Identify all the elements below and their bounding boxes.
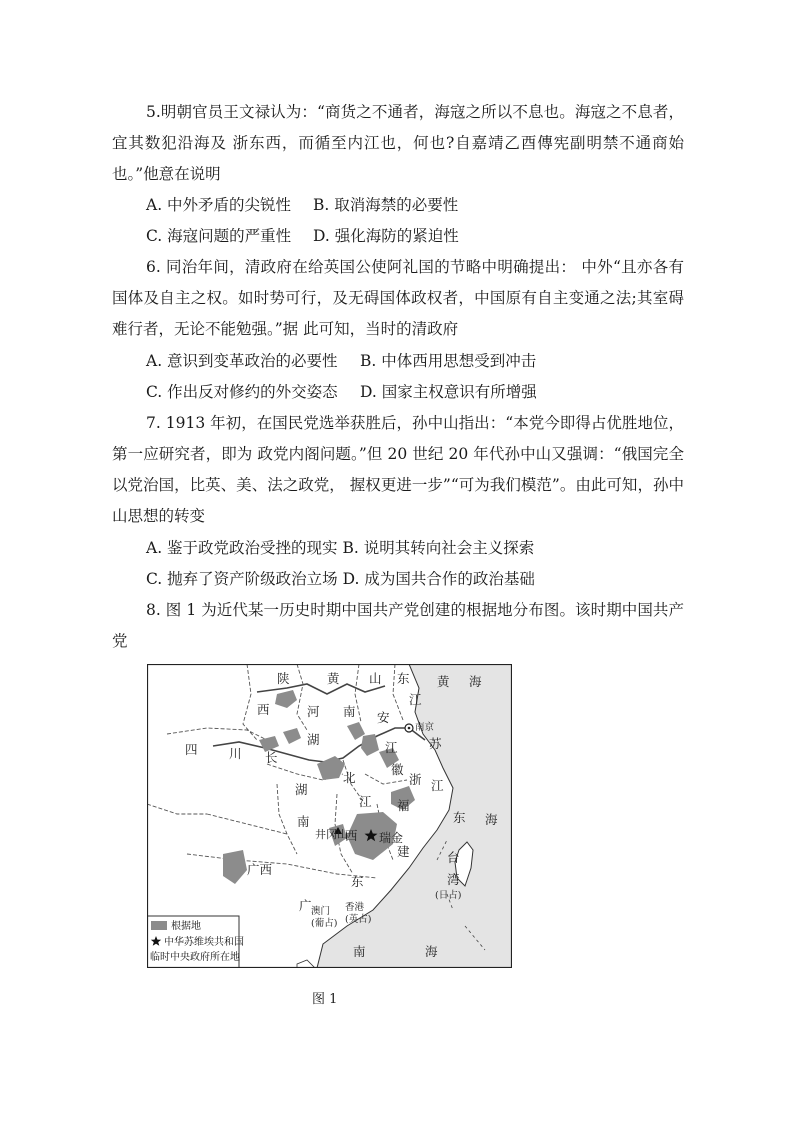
- label-anhui-hui: 徽: [391, 762, 404, 777]
- label-taiwan-wan: 湾: [447, 872, 460, 887]
- label-taiwan-note: (日占): [435, 890, 462, 901]
- label-donghai-hai: 海: [485, 812, 498, 827]
- q5-option-d[interactable]: D. 强化海防的紧迫性: [313, 227, 459, 245]
- label-xianggang: 香港: [345, 902, 365, 913]
- label-hunan-nan: 南: [297, 814, 310, 829]
- label-henan-nan: 南: [343, 704, 356, 719]
- label-jiang-anhui: 江: [385, 740, 398, 755]
- label-sichuan-chuan: 川: [229, 746, 242, 761]
- label-huanghai-hai: 海: [469, 674, 482, 689]
- label-hunan-hu: 湖: [295, 782, 308, 797]
- label-guangdong-dong: 东: [351, 874, 364, 889]
- q6-option-a[interactable]: A. 意识到变革政治的必要性: [146, 352, 338, 370]
- label-su: 苏: [429, 736, 442, 751]
- label-henan-he: 河: [307, 704, 320, 719]
- map-legend: [147, 916, 244, 968]
- q6-option-c[interactable]: C. 作出反对修约的外交姿态: [146, 383, 338, 401]
- label-donghai-dong: 东: [453, 810, 466, 825]
- label-jiang-top: 江: [409, 692, 422, 707]
- q6-option-b[interactable]: B. 中体西用思想受到冲击: [360, 352, 537, 370]
- label-shandong-dong: 东: [397, 671, 410, 686]
- question-7-options-ab[interactable]: A. 鉴于政党政治受挫的现实 B. 说明其转向社会主义探索: [146, 539, 535, 557]
- label-sichuan-si: 四: [185, 742, 198, 757]
- legend-capital-line2: 临时中央政府所在地: [150, 952, 240, 963]
- label-hubei-bei: 北: [343, 770, 356, 785]
- label-zhejiang-zhe: 浙: [409, 772, 422, 787]
- label-aomen: 澳门: [311, 906, 331, 917]
- question-6-options-ab: [146, 346, 536, 377]
- question-8-stem: 8. 图 1 为近代某一历史时期中国共产党创建的根据地分布图。该时期中国共产党: [112, 601, 684, 650]
- legend-base-label: 根据地: [171, 921, 201, 932]
- question-6-options-cd: [146, 377, 537, 408]
- label-nanhai-hai: 海: [425, 944, 438, 959]
- label-xi-top: 西: [257, 702, 270, 717]
- question-5-options-cd: [146, 221, 459, 252]
- legend-base-swatch: [151, 921, 167, 930]
- label-jiangxi-jiang: 江: [359, 794, 372, 809]
- label-shandong-shan: 山: [369, 671, 382, 686]
- label-ruijin: 瑞金: [379, 831, 404, 845]
- label-huanghai-huang: 黄: [437, 674, 450, 689]
- label-huang: 黄: [327, 671, 340, 686]
- question-5-options-ab: [146, 190, 458, 221]
- question-7-stem: 7. 1913 年初，在国民党选举获胜后，孙中山指出：“本党今即得占优胜地位，第一应研究者，即为 政党内阁问题。”但 20 世纪 20 年代孙中山又强调：“俄国完全以党治国，比英、美、法之政党， 握权更进一步”“可为我们模范”。由此可知，孙中山思想的转变: [112, 414, 684, 525]
- label-nanhai-nan: 南: [353, 944, 366, 959]
- figure-caption: 图 1: [312, 992, 338, 1007]
- label-hubei-hu: 湖: [307, 732, 320, 747]
- label-anhui-an: 安: [377, 710, 390, 725]
- label-fujian-jian: 建: [397, 844, 410, 859]
- label-shaanxi: 陕: [277, 671, 290, 686]
- q5-option-a[interactable]: A. 中外矛盾的尖锐性: [146, 196, 292, 214]
- label-taiwan-tai: 台: [447, 850, 460, 865]
- question-5-stem: 5.明朝官员王文禄认为：“商货之不通者，海寇之所以不息也。海寇之不息者，宜其数犯沿海及 浙东西，而循至内江也，何也?自嘉靖乙酉傳宪副明禁不通商始也。”他意在说明: [112, 103, 684, 183]
- q6-option-d[interactable]: D. 国家主权意识有所增强: [360, 383, 537, 401]
- question-7-options-cd[interactable]: C. 抛弃了资产阶级政治立场 D. 成为国共合作的政治基础: [146, 570, 535, 588]
- q5-option-c[interactable]: C. 海寇问题的严重性: [146, 227, 292, 245]
- label-xianggang-note: (英占): [345, 914, 372, 925]
- label-zhejiang-jiang: 江: [431, 778, 444, 793]
- label-nanjing: 南京: [415, 722, 435, 733]
- nanjing-marker-dot: [408, 727, 411, 730]
- question-6-stem: 6. 同治年间，清政府在给英国公使阿礼国的节略中明确提出： 中外“且亦各有国体及自主之权。如时势可行，及无碍国体政权者，中国原有自主变通之法;其室碍难行者，无论不能勉强。”据 此可知，当时的清政府: [112, 258, 684, 338]
- label-aomen-note: (葡占): [311, 918, 338, 929]
- label-jinggangshan: 井冈山: [315, 828, 348, 841]
- label-guangdong-guang: 广: [299, 898, 312, 913]
- legend-capital-line1: 中华苏维埃共和国: [164, 937, 244, 948]
- label-chang: 长: [265, 750, 278, 765]
- label-fujian-fu: 福: [397, 798, 410, 813]
- label-jiangxi-xi: 西: [345, 828, 358, 843]
- q5-option-b[interactable]: B. 取消海禁的必要性: [313, 196, 459, 214]
- label-guangxi: 广西: [247, 862, 273, 877]
- base-area-map: [147, 664, 512, 968]
